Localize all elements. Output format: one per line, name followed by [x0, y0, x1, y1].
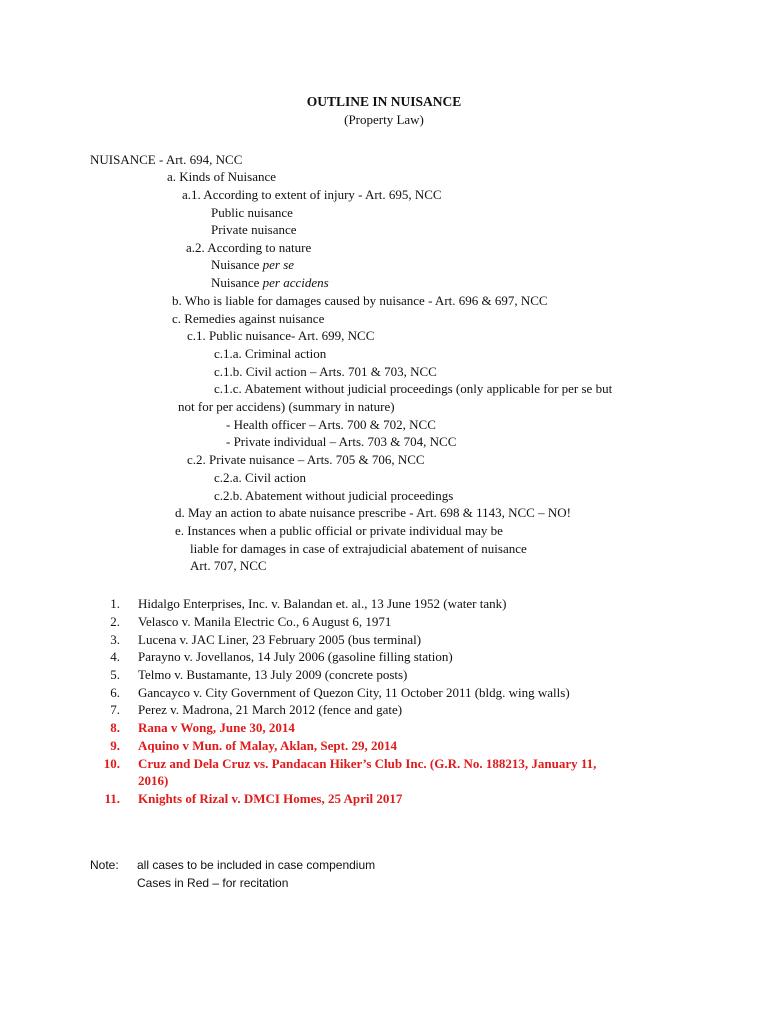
outline-item-a: a. Kinds of Nuisance	[167, 169, 277, 184]
case-number: 1.	[110, 596, 120, 611]
case-number: 3.	[110, 632, 120, 647]
outline-item-c2: c.2. Private nuisance – Arts. 705 & 706, NCC	[187, 452, 425, 467]
per-accidens-italic: per accidens	[262, 275, 329, 290]
outline-item-a2-per-accidens	[211, 275, 329, 291]
outline-item-a2-per-se	[211, 257, 294, 273]
case-number: 5.	[110, 667, 120, 682]
case-number: 6.	[110, 685, 120, 700]
case-text-recitation: Cruz and Dela Cruz vs. Pandacan Hiker’s Club Inc. (G.R. No. 188213, January 11,	[138, 756, 597, 771]
outline-item-c1c-line1: c.1.c. Abatement without judicial proceedings (only applicable for per se but	[214, 381, 613, 396]
case-text: Telmo v. Bustamante, 13 July 2009 (concrete posts)	[138, 667, 408, 682]
outline-item-a2: a.2. According to nature	[186, 240, 312, 255]
case-text: Parayno v. Jovellanos, 14 July 2006 (gasoline filling station)	[138, 649, 453, 664]
outline-item-c1c-health-officer: - Health officer – Arts. 700 & 702, NCC	[226, 417, 436, 432]
outline-item-e-line1: e. Instances when a public official or private individual may be	[175, 523, 503, 538]
outline-item-c2b: c.2.b. Abatement without judicial proceedings	[214, 488, 454, 503]
note-line-1: all cases to be included in case compendium	[137, 858, 376, 872]
outline-item-c1c-private-individual: - Private individual – Arts. 703 & 704, NCC	[226, 434, 457, 449]
note-line-2: Cases in Red – for recitation	[137, 876, 289, 890]
document-subtitle: (Property Law)	[344, 112, 424, 127]
outline-item-a1-private: Private nuisance	[211, 222, 297, 237]
case-number: 10.	[103, 756, 120, 771]
case-number: 4.	[110, 649, 120, 664]
document-title: OUTLINE IN NUISANCE	[306, 94, 462, 109]
outline-item-e-line3: Art. 707, NCC	[190, 558, 267, 573]
case-text: Lucena v. JAC Liner, 23 February 2005 (bus terminal)	[138, 632, 422, 647]
outline-item-a1-public: Public nuisance	[211, 205, 293, 220]
case-text-recitation: Rana v Wong, June 30, 2014	[138, 720, 295, 735]
outline-item-c1c-line2: not for per accidens) (summary in nature)	[178, 399, 395, 414]
outline-item-d: d. May an action to abate nuisance prescribe - Art. 698 & 1143, NCC – NO!	[175, 505, 571, 520]
nuisance-prefix: Nuisance	[211, 257, 263, 272]
outline-item-c2a: c.2.a. Civil action	[214, 470, 307, 485]
outline-item-c1b: c.1.b. Civil action – Arts. 701 & 703, NCC	[214, 364, 437, 379]
outline-item-b: b. Who is liable for damages caused by nuisance - Art. 696 & 697, NCC	[172, 293, 548, 308]
outline-main-heading: NUISANCE - Art. 694, NCC	[90, 152, 243, 167]
case-text: Perez v. Madrona, 21 March 2012 (fence and gate)	[138, 702, 403, 717]
nuisance-prefix: Nuisance	[211, 275, 263, 290]
case-text: Gancayco v. City Government of Quezon City, 11 October 2011 (bldg. wing walls)	[138, 685, 570, 700]
case-number: 8.	[110, 720, 120, 735]
case-number: 2.	[110, 614, 120, 629]
case-number: 11.	[104, 791, 120, 806]
case-text-recitation: Aquino v Mun. of Malay, Aklan, Sept. 29, 2014	[138, 738, 397, 753]
outline-item-c1a: c.1.a. Criminal action	[214, 346, 327, 361]
note-label: Note:	[90, 858, 119, 872]
case-number: 9.	[110, 738, 120, 753]
case-text-recitation: Knights of Rizal v. DMCI Homes, 25 April 2017	[138, 791, 403, 806]
case-text-recitation-continued: 2016)	[138, 773, 169, 788]
outline-item-c: c. Remedies against nuisance	[172, 311, 325, 326]
per-se-italic: per se	[262, 257, 295, 272]
case-text: Velasco v. Manila Electric Co., 6 August 6, 1971	[138, 614, 392, 629]
outline-item-c1: c.1. Public nuisance- Art. 699, NCC	[187, 328, 375, 343]
outline-item-e-line2: liable for damages in case of extrajudicial abatement of nuisance	[190, 541, 527, 556]
case-text: Hidalgo Enterprises, Inc. v. Balandan et. al., 13 June 1952 (water tank)	[138, 596, 507, 611]
outline-item-a1: a.1. According to extent of injury - Art. 695, NCC	[182, 187, 442, 202]
case-number: 7.	[110, 702, 120, 717]
